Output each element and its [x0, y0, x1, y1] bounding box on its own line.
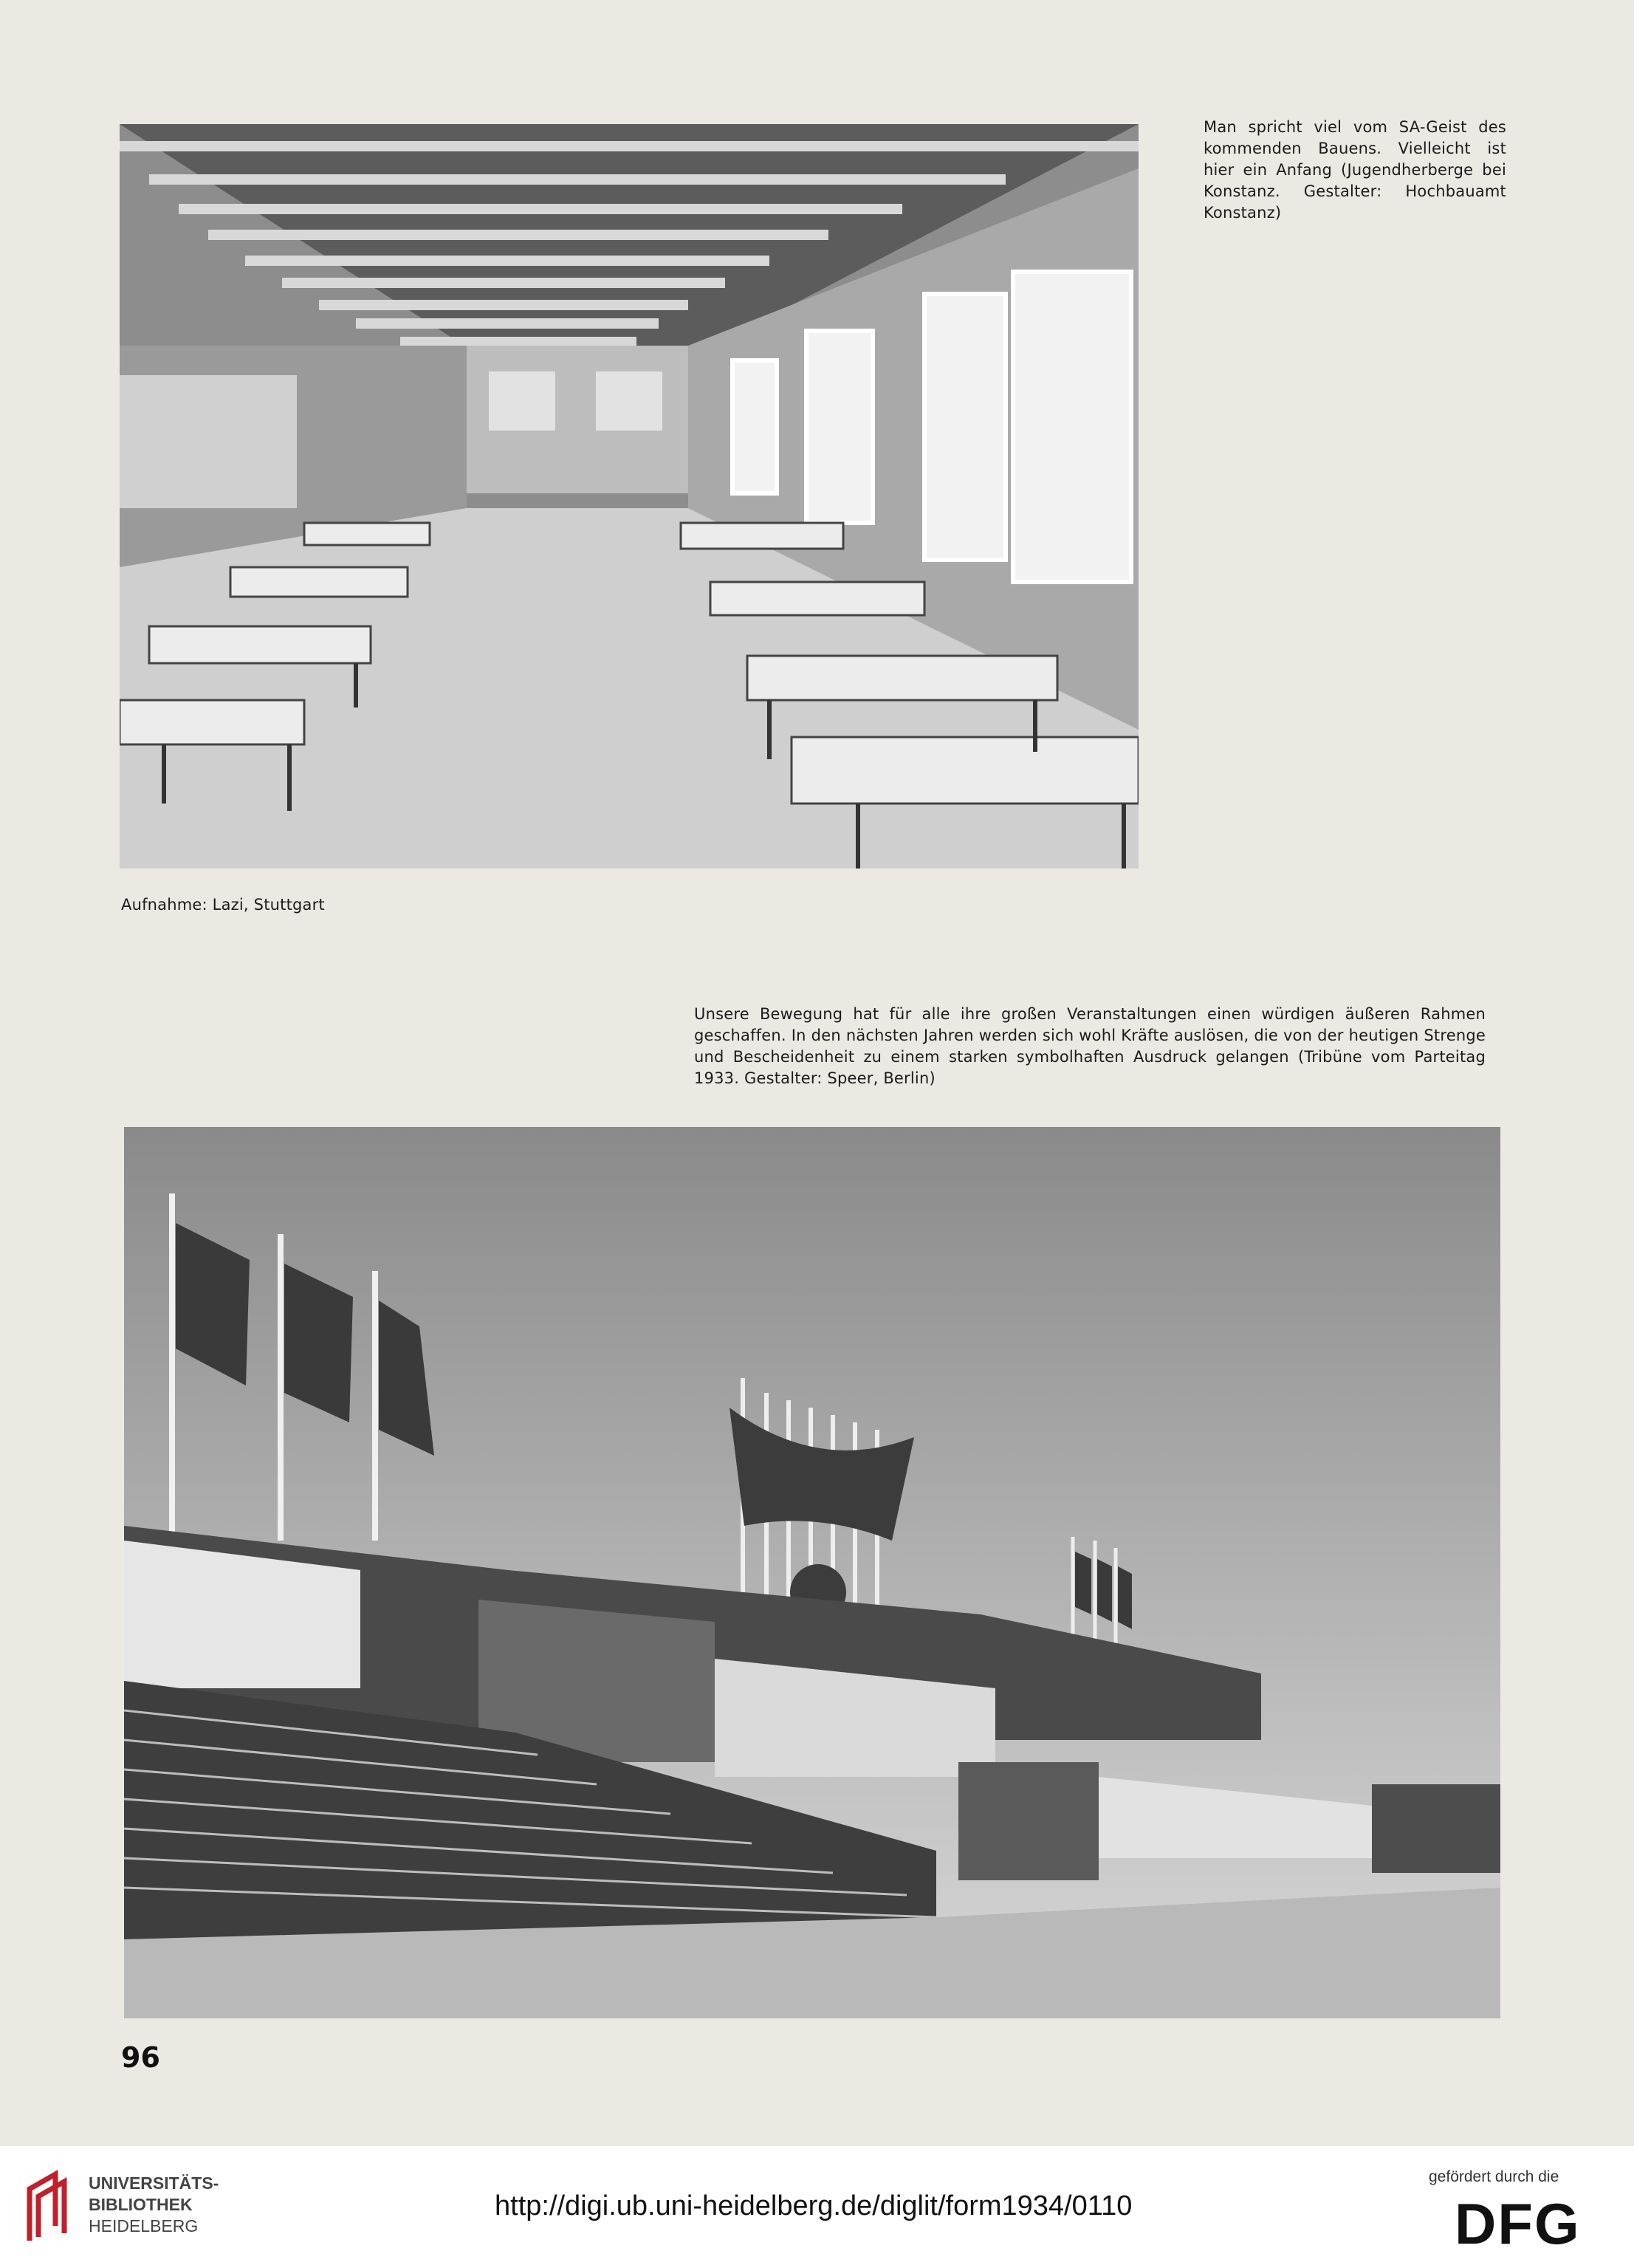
- funded-by-label: gefördert durch die: [1429, 2168, 1559, 2185]
- library-logo-icon: [22, 2167, 74, 2248]
- caption-top-photo: Man spricht viel vom SA-Geist des kommenden Bauens. Vielleicht ist hier ein Anfang (Jugendherberge bei Konstanz. Gestalter: Hochbauamt Konstanz): [1204, 118, 1506, 222]
- photo-dining-hall: [120, 124, 1139, 869]
- source-url-link[interactable]: http://digi.ub.uni-heidelberg.de/diglit/form1934/0110: [495, 2190, 1133, 2221]
- caption-bottom-photo: Unsere Bewegung hat für alle ihre großen Veranstaltungen einen würdigen äußeren Rahmen geschaffen. In den nächsten Jahren werden sich wohl Kräfte auslösen, die von der heutigen Strenge und Bescheidenheit zu einem starken symbolhaften Ausdruck gelangen (Tribüne vom Parteitag 1933. Gestalter: Speer, Berlin): [694, 1005, 1486, 1087]
- library-name: [89, 2173, 219, 2237]
- library-name-line-2: BIBLIOTHEK: [89, 2195, 193, 2214]
- photo-tribune: [124, 1127, 1500, 2018]
- library-name-line-1: UNIVERSITÄTS-: [89, 2173, 219, 2193]
- photo-credit: Aufnahme: Lazi, Stuttgart: [121, 896, 325, 914]
- footer-bar: [0, 2146, 1634, 2268]
- library-name-line-3: HEIDELBERG: [89, 2216, 199, 2236]
- dfg-logo: DFG: [1455, 2191, 1581, 2256]
- page-number: 96: [121, 2041, 160, 2074]
